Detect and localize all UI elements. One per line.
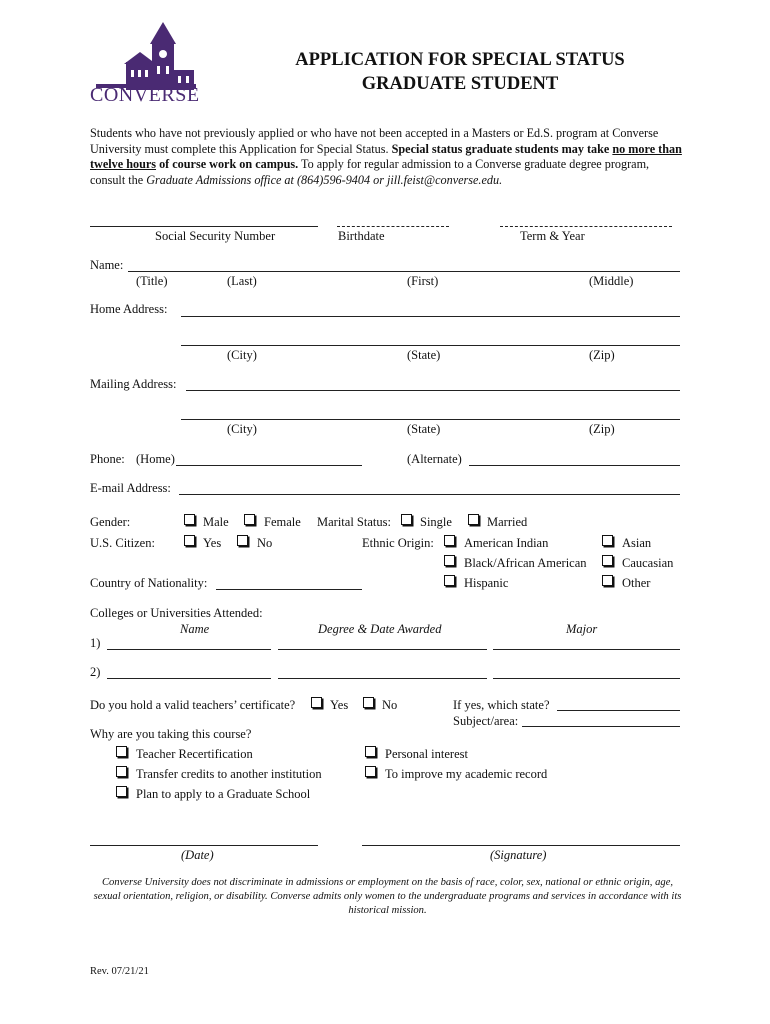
married-checkbox[interactable] [468,514,479,525]
first-sublabel: (First) [407,274,439,288]
home-address-line1[interactable] [181,316,680,317]
term-field[interactable] [500,226,672,227]
black-checkbox[interactable] [444,555,455,566]
country-label: Country of Nationality: [90,576,208,590]
intro-paragraph [90,126,685,188]
american-indian-label: American Indian [464,536,549,550]
phone-home-field[interactable] [176,465,362,466]
college-row2-label: 2) [90,665,101,679]
marital-status-label: Marital Status: [317,515,391,529]
personal-label: Personal interest [385,747,468,761]
signature-field[interactable] [362,845,680,846]
mailing-city-sublabel: (City) [227,422,257,436]
female-checkbox[interactable] [244,514,255,525]
mailing-zip-sublabel: (Zip) [589,422,615,436]
form-title-line1: APPLICATION FOR SPECIAL STATUS [295,50,625,70]
logo-text: CONVERSE [90,84,200,106]
col-name-header: Name [180,622,210,636]
caucasian-checkbox[interactable] [602,555,613,566]
form-title-line2: GRADUATE STUDENT [361,74,559,94]
transfer-checkbox[interactable] [116,766,127,777]
country-field[interactable] [216,589,362,590]
term-label: Term & Year [520,229,585,243]
col-major-header: Major [566,622,598,636]
asian-checkbox[interactable] [602,535,613,546]
intro-text-2: To apply for regular admission to a Converse graduate degree program, consult the [90,157,650,187]
cert-yes-checkbox[interactable] [311,697,322,708]
which-state-field[interactable] [557,710,680,711]
college1-degree-field[interactable] [278,649,487,650]
intro-text-1: Students who have not previously applied or who have not been accepted in a Masters or Ed.S. program at Converse University must complete this Application for Special Status. [90,126,659,156]
female-label: Female [264,515,301,529]
email-label: E-mail Address: [90,481,171,495]
hispanic-checkbox[interactable] [444,575,455,586]
improve-checkbox[interactable] [365,766,376,777]
recert-checkbox[interactable] [116,746,127,757]
college2-major-field[interactable] [493,678,680,679]
asian-label: Asian [622,536,652,550]
title-sublabel: (Title) [136,274,168,288]
teacher-cert-label: Do you hold a valid teachers’ certificate? [90,698,296,712]
ethnic-origin-label: Ethnic Origin: [362,536,434,550]
college1-major-field[interactable] [493,649,680,650]
name-field[interactable] [128,271,680,272]
college-row1-label: 1) [90,636,101,650]
col-degree-header: Degree & Date Awarded [318,622,442,636]
phone-alternate-field[interactable] [469,465,680,466]
mailing-address-line1[interactable] [186,390,680,391]
middle-sublabel: (Middle) [589,274,634,288]
name-label: Name: [90,258,124,272]
improve-label: To improve my academic record [385,767,548,781]
intro-bold-1: Special status graduate students may take [391,141,610,156]
mailing-address-label: Mailing Address: [90,377,177,391]
home-address-line2[interactable] [181,345,680,346]
home-city-sublabel: (City) [227,348,257,362]
cert-no-checkbox[interactable] [363,697,374,708]
plan-label: Plan to apply to a Graduate School [136,787,311,801]
nondiscrimination-statement: Converse University does not discriminate in admissions or employment on the basis of race, color, sex, national or ethnic origin, age, sexual orientation, religion, or disability. Converse admits only women to the undergraduate programs and services in accordance with its historical mission. [93,877,682,916]
married-label: Married [487,515,528,529]
colleges-label: Colleges or Universities Attended: [90,606,263,620]
mailing-address-line2[interactable] [181,419,680,420]
citizen-yes-checkbox[interactable] [184,535,195,546]
birthdate-label: Birthdate [338,229,385,243]
last-sublabel: (Last) [227,274,257,288]
gender-label: Gender: [90,515,131,529]
date-label: (Date) [181,848,214,862]
intro-bold-2: of course work on campus. [159,157,299,172]
other-label: Other [622,576,651,590]
single-checkbox[interactable] [401,514,412,525]
cert-no-label: No [382,698,398,712]
home-address-label: Home Address: [90,302,168,316]
hispanic-label: Hispanic [464,576,509,590]
us-citizen-label: U.S. Citizen: [90,536,155,550]
home-state-sublabel: (State) [407,348,441,362]
caucasian-label: Caucasian [622,556,674,570]
citizen-yes-label: Yes [203,536,222,550]
college1-name-field[interactable] [107,649,271,650]
home-zip-sublabel: (Zip) [589,348,615,362]
citizen-no-checkbox[interactable] [237,535,248,546]
citizen-no-label: No [257,536,273,550]
phone-home-label: (Home) [136,452,175,466]
intro-bold-underline: no more than twelve hours [90,141,682,172]
college2-name-field[interactable] [107,678,271,679]
which-state-label: If yes, which state? [453,698,550,712]
male-checkbox[interactable] [184,514,195,525]
single-label: Single [420,515,452,529]
subject-area-label: Subject/area: [453,714,519,728]
plan-checkbox[interactable] [116,786,127,797]
transfer-label: Transfer credits to another institution [136,767,322,781]
cert-yes-label: Yes [330,698,349,712]
american-indian-checkbox[interactable] [444,535,455,546]
ssn-field[interactable] [90,226,318,227]
black-label: Black/African American [464,556,587,570]
male-label: Male [203,515,229,529]
signature-label: (Signature) [490,848,547,862]
phone-label: Phone: [90,452,125,466]
birthdate-field[interactable] [337,226,449,227]
mailing-state-sublabel: (State) [407,422,441,436]
revision-date: Rev. 07/21/21 [90,966,149,977]
date-field[interactable] [90,845,318,846]
college2-degree-field[interactable] [278,678,487,679]
recert-label: Teacher Recertification [136,747,253,761]
subject-area-field[interactable] [522,726,680,727]
personal-checkbox[interactable] [365,746,376,757]
phone-alternate-label: (Alternate) [407,452,462,466]
why-label: Why are you taking this course? [90,727,252,741]
other-checkbox[interactable] [602,575,613,586]
email-field[interactable] [179,494,680,495]
ssn-label: Social Security Number [155,229,276,243]
intro-contact: Graduate Admissions office at (864)596-9404 or jill.feist@converse.edu. [146,172,503,187]
